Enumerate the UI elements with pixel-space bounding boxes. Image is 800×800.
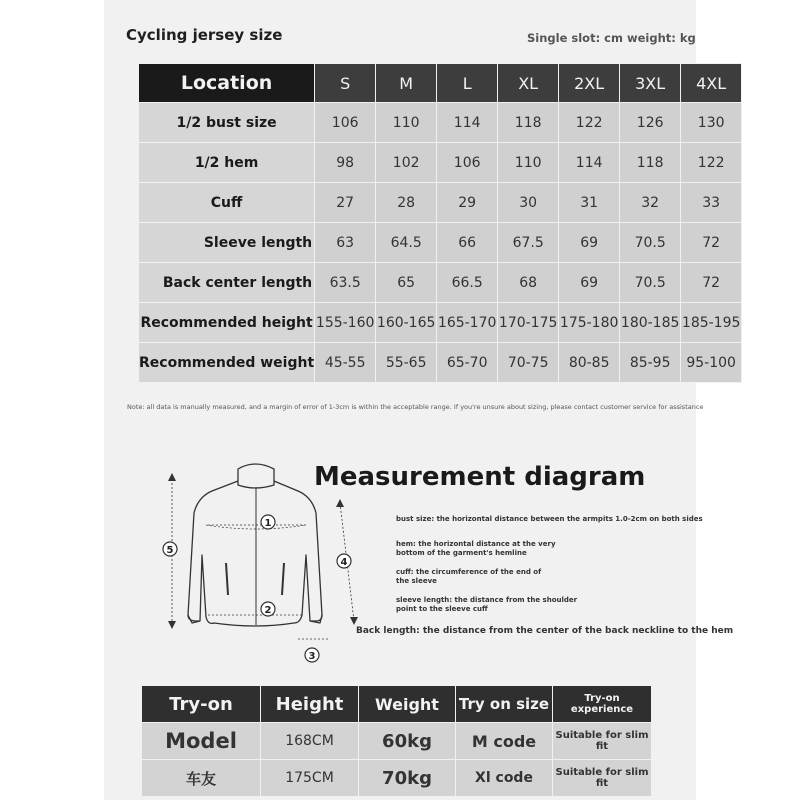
size-table-header [139, 64, 741, 102]
table-cell: 65 [376, 263, 436, 302]
size-header-m: M [376, 64, 436, 102]
row-bust [139, 103, 741, 142]
table-cell: 29 [437, 183, 497, 222]
table-cell: 28 [376, 183, 436, 222]
table-cell: 155-160 [315, 303, 375, 342]
table-cell: Xl code [456, 760, 552, 796]
row-label: 1/2 hem [139, 143, 314, 182]
tryon-header-cell: Try-on [142, 686, 260, 722]
location-header: Location [139, 64, 314, 102]
table-cell: 95-100 [681, 343, 741, 382]
table-cell: 126 [620, 103, 680, 142]
size-header-3xl: 3XL [620, 64, 680, 102]
collar-outline [238, 464, 274, 488]
table-cell: 69 [559, 223, 619, 262]
table-cell: 31 [559, 183, 619, 222]
def-bust: bust size: the horizontal distance between the armpits 1.0-2cm on both sides [396, 515, 703, 523]
table-cell: 160-165 [376, 303, 436, 342]
table-cell: 106 [437, 143, 497, 182]
table-cell: M code [456, 723, 552, 759]
table-cell: 27 [315, 183, 375, 222]
table-cell: 70-75 [498, 343, 558, 382]
unit-note: Single slot: cm weight: kg [527, 31, 696, 45]
row-label: 1/2 bust size [139, 103, 314, 142]
marker-1 [261, 515, 275, 529]
svg-text:4: 4 [340, 557, 348, 568]
table-cell: 70.5 [620, 263, 680, 302]
row-label: Recommended height [139, 303, 314, 342]
table-cell: 80-85 [559, 343, 619, 382]
size-header-4xl: 4XL [681, 64, 741, 102]
table-cell: 106 [315, 103, 375, 142]
marker-2 [261, 602, 275, 616]
row-hem [139, 143, 741, 182]
table-cell: 66 [437, 223, 497, 262]
table-cell: 67.5 [498, 223, 558, 262]
table-cell: 180-185 [620, 303, 680, 342]
row-recommended-height [139, 303, 741, 342]
table-cell: 110 [498, 143, 558, 182]
row-label: Back center length [139, 263, 314, 302]
table-cell: 63.5 [315, 263, 375, 302]
table-cell: 175-180 [559, 303, 619, 342]
table-cell: Model [142, 723, 260, 759]
row-sleeve [139, 223, 741, 262]
table-cell: 69 [559, 263, 619, 302]
row-label: Recommended weight [139, 343, 314, 382]
table-cell: 122 [559, 103, 619, 142]
table-cell: 60kg [359, 723, 455, 759]
table-cell: 68 [498, 263, 558, 302]
table-cell: 110 [376, 103, 436, 142]
marker-5 [163, 542, 177, 556]
svg-text:2: 2 [264, 605, 272, 616]
svg-text:3: 3 [308, 651, 316, 662]
table-cell: 114 [559, 143, 619, 182]
diagram-title: Measurement diagram [314, 462, 646, 492]
table-cell: 30 [498, 183, 558, 222]
table-cell: 165-170 [437, 303, 497, 342]
table-cell: 122 [681, 143, 741, 182]
marker-4 [337, 554, 351, 568]
table-cell: 55-65 [376, 343, 436, 382]
size-header-l: L [437, 64, 497, 102]
table-cell: 45-55 [315, 343, 375, 382]
size-header-xl: XL [498, 64, 558, 102]
table-cell: 118 [498, 103, 558, 142]
page-title: Cycling jersey size [126, 26, 283, 44]
table-cell: 102 [376, 143, 436, 182]
tryon-header-cell: Weight [359, 686, 455, 722]
table-cell: 车友 [142, 760, 260, 796]
table-cell: 130 [681, 103, 741, 142]
tryon-header-cell: Try-on experience [553, 686, 651, 722]
table-cell: Suitable for slim fit [553, 760, 651, 796]
table-cell: 170-175 [498, 303, 558, 342]
tryon-row-model [142, 723, 651, 759]
table-cell: 72 [681, 263, 741, 302]
table-cell: 114 [437, 103, 497, 142]
tryon-row-user [142, 760, 651, 796]
def-sleeve: sleeve length: the distance from the shoulder point to the sleeve cuff [396, 596, 578, 613]
row-recommended-weight [139, 343, 741, 382]
table-cell: 65-70 [437, 343, 497, 382]
table-cell: 175CM [261, 760, 358, 796]
table-cell: 72 [681, 223, 741, 262]
jacket-body-outline [188, 481, 322, 626]
def-cuff: cuff: the circumference of the end of the sleeve [396, 568, 542, 585]
table-cell: 70kg [359, 760, 455, 796]
table-cell: 168CM [261, 723, 358, 759]
table-cell: Suitable for slim fit [553, 723, 651, 759]
size-table [138, 63, 742, 383]
table-cell: 98 [315, 143, 375, 182]
tryon-header [142, 686, 651, 722]
table-cell: 85-95 [620, 343, 680, 382]
table-cell: 185-195 [681, 303, 741, 342]
table-cell: 118 [620, 143, 680, 182]
def-hem: hem: the horizontal distance at the very bottom of the garment's hemline [396, 540, 556, 557]
svg-text:5: 5 [166, 545, 174, 556]
measurement-note: Note: all data is manually measured, and a margin of error of 1-3cm is within the acceptable range. If you're unsure about sizing, please contact customer service for assistance [127, 403, 704, 411]
table-cell: 32 [620, 183, 680, 222]
marker-3 [305, 648, 319, 662]
def-back-length: Back length: the distance from the center of the back neckline to the hem [356, 626, 734, 636]
row-cuff [139, 183, 741, 222]
tryon-table [141, 685, 652, 797]
table-cell: 63 [315, 223, 375, 262]
svg-text:1: 1 [264, 518, 272, 529]
row-back-center [139, 263, 741, 302]
table-cell: 33 [681, 183, 741, 222]
tryon-header-cell: Height [261, 686, 358, 722]
row-label: Cuff [139, 183, 314, 222]
table-cell: 64.5 [376, 223, 436, 262]
tryon-header-cell: Try on size [456, 686, 552, 722]
table-cell: 66.5 [437, 263, 497, 302]
row-label: Sleeve length [139, 223, 314, 262]
table-cell: 70.5 [620, 223, 680, 262]
size-header-2xl: 2XL [559, 64, 619, 102]
size-header-s: S [315, 64, 375, 102]
